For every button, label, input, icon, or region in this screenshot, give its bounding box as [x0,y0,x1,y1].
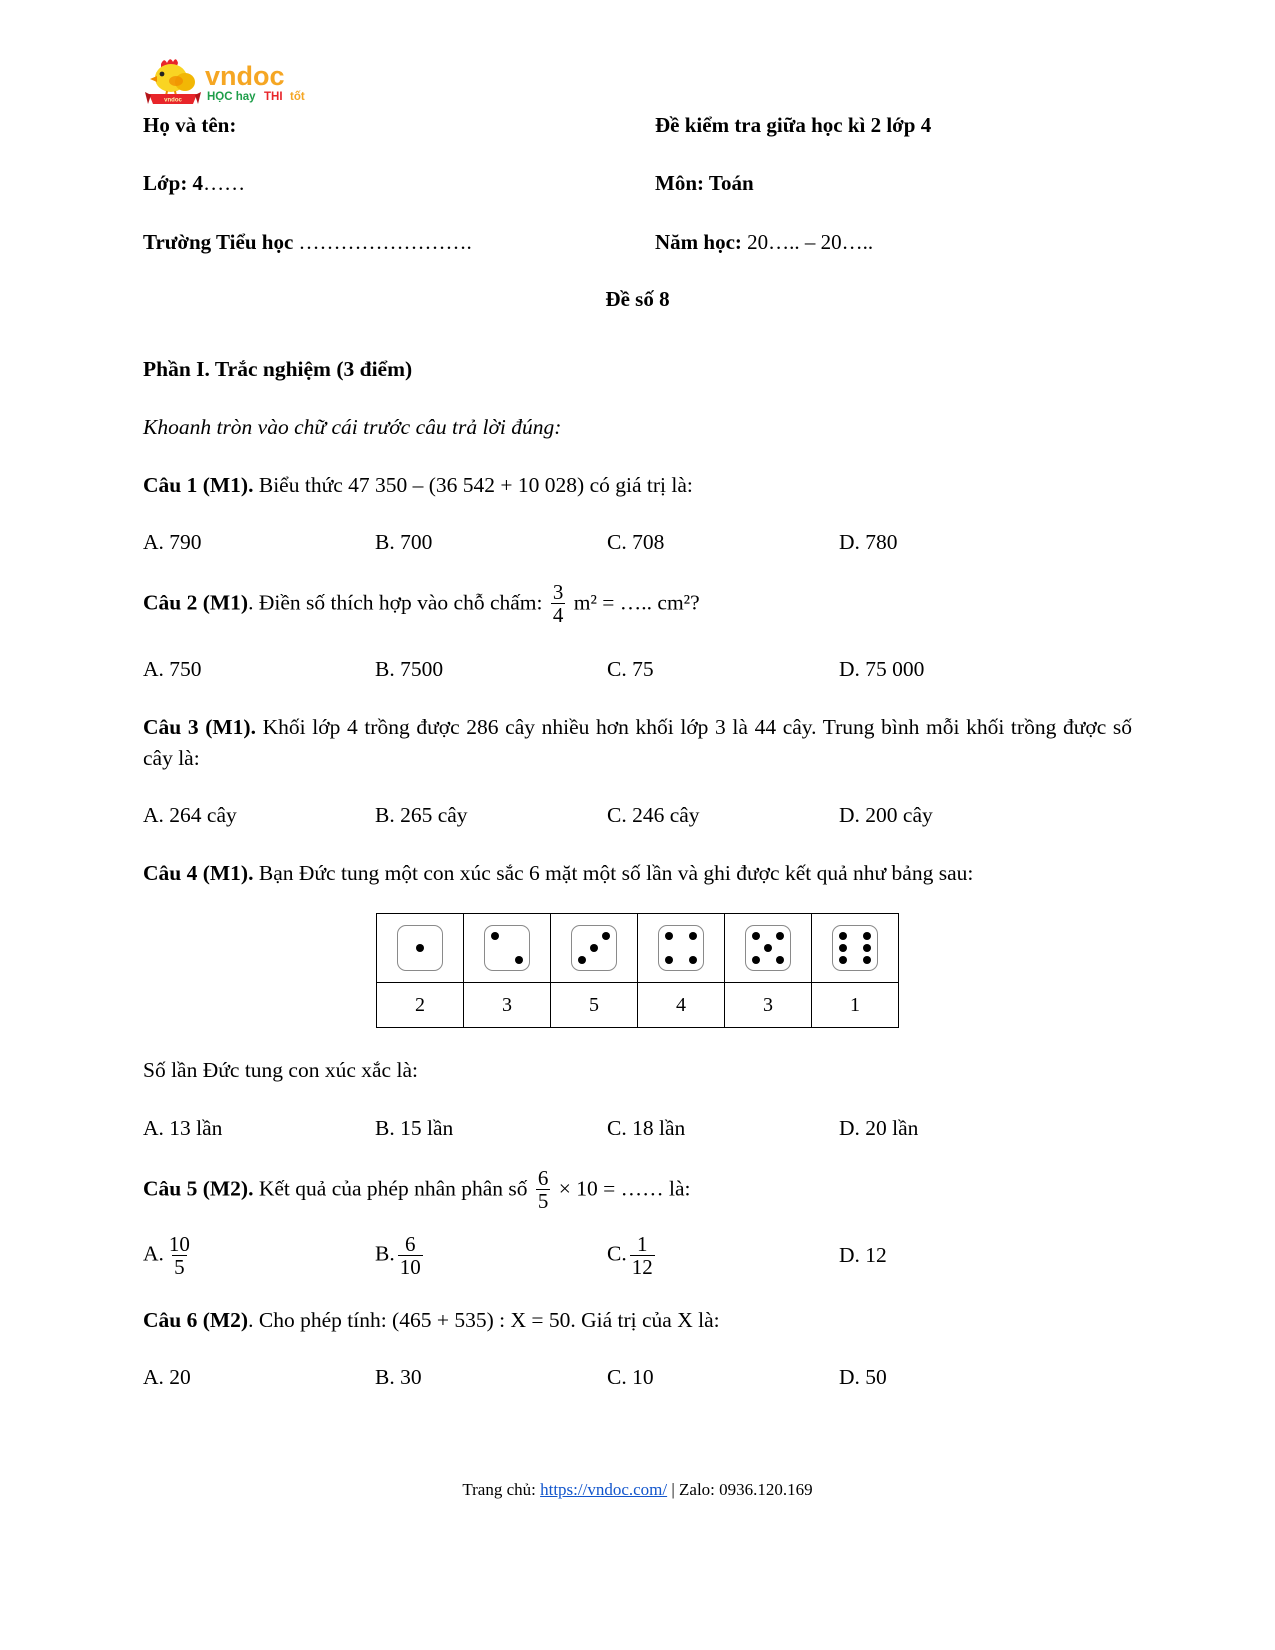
question-6-label: Câu 6 (M2) [143,1307,249,1332]
option-c[interactable] [607,1233,839,1278]
question-2 [143,582,1132,627]
die-face-3-icon [571,925,617,971]
fraction-denominator: 5 [537,1188,549,1213]
option-c-fraction [630,1233,655,1278]
question-4-followup: Số lần Đức tung con xúc xắc là: [143,1058,418,1083]
option-c[interactable]: C. 10 [607,1365,654,1390]
question-3 [143,712,1132,774]
question-3-text: Khối lớp 4 trồng được 286 cây nhiều hơn khối lớp 3 là 44 cây. Trung bình mỗi khối trồng được số cây là: [143,714,1132,770]
vndoc-logo [143,52,323,114]
option-b[interactable]: B. 7500 [375,656,444,681]
dice-results-table-wrap [143,913,1132,1028]
dice-count-5: 3 [725,983,812,1028]
header-row-school [143,229,1132,255]
logo-tagline-3: tốt [290,91,305,103]
question-5-label: Câu 5 (M2). [143,1176,254,1201]
footer-suffix: | Zalo: 0936.120.169 [667,1480,813,1499]
page-footer [0,1480,1275,1500]
svg-text:vndoc: vndoc [164,97,182,104]
die-face-2-icon [484,925,530,971]
question-2-options [143,654,1132,685]
dice-faces-row [377,914,899,983]
dice-cell-6 [812,914,899,983]
question-4 [143,858,1132,889]
logo-brand-text: vndoc [205,61,285,91]
option-b-prefix: B. [375,1241,395,1266]
question-5-text-after: × 10 = …… là: [553,1176,691,1201]
dice-counts-row [377,983,899,1028]
question-2-label: Câu 2 (M1) [143,590,249,615]
part-instruction: Khoanh tròn vào chữ cái trước câu trả lời đúng: [143,414,562,439]
question-6-text: . Cho phép tính: (465 + 535) : X = 50. Giá trị của X là: [248,1307,720,1332]
dice-count-6: 1 [812,983,899,1028]
class-label: Lớp: 4 [143,171,204,196]
school-label: Trường Tiểu học [143,229,294,254]
header-row-name [143,112,1132,138]
fraction-denominator: 5 [174,1254,185,1279]
question-1-text: Biểu thức 47 350 – (36 542 + 10 028) có giá trị là: [253,473,693,498]
exam-title-label: Đề kiểm tra giữa học kì 2 lớp 4 [655,113,932,137]
fraction-denominator: 4 [552,603,564,628]
footer-prefix: Trang chủ: [462,1480,541,1499]
logo-tagline-1: HỌC hay [207,91,256,103]
student-name-label: Họ và tên: [143,113,237,137]
option-a-prefix: A. [143,1241,164,1266]
dice-count-2: 3 [464,983,551,1028]
fraction-numerator: 6 [537,1165,549,1190]
exam-content [143,354,1132,1394]
option-c-prefix: C. [607,1241,627,1266]
question-5-text-before: Kết quả của phép nhân phân số [253,1176,533,1201]
question-5-fraction [536,1167,551,1212]
option-a[interactable]: A. 750 [143,656,202,681]
logo-banner [145,92,201,104]
option-c[interactable]: C. 18 lần [607,1115,686,1140]
option-d[interactable]: D. 200 cây [839,803,933,828]
school-field [143,229,655,255]
option-a[interactable] [143,1233,375,1278]
question-1 [143,470,1132,501]
option-c[interactable]: C. 246 cây [607,803,700,828]
fraction-denominator: 12 [631,1254,653,1279]
option-d[interactable]: D. 12 [839,1242,887,1267]
logo-tagline-2: THI [264,91,283,103]
exam-number: Đề số 8 [605,286,670,311]
option-a[interactable]: A. 790 [143,530,202,555]
part-title: Phần I. Trắc nghiệm (3 điểm) [143,356,413,381]
die-face-5-icon [745,925,791,971]
question-1-label: Câu 1 (M1). [143,473,254,498]
exam-header [143,0,1132,312]
school-year-label: Năm học: [655,229,742,254]
question-3-options [143,800,1132,831]
question-4-options [143,1113,1132,1144]
school-year-value: 20….. – 20….. [741,229,874,254]
header-row-class [143,170,1132,196]
fraction-numerator: 10 [168,1231,190,1256]
question-6 [143,1305,1132,1336]
option-b[interactable] [375,1233,607,1278]
dice-count-1: 2 [377,983,464,1028]
question-2-fraction [551,581,566,626]
fraction-numerator: 1 [636,1231,648,1256]
question-4-text: Bạn Đức tung một con xúc sắc 6 mặt một số lần và ghi được kết quả như bảng sau: [253,861,974,886]
option-b[interactable]: B. 30 [375,1365,422,1390]
dice-count-4: 4 [638,983,725,1028]
question-2-text-before: . Điền số thích hợp vào chỗ chấm: [248,590,548,615]
subject-field [655,170,1132,196]
option-c[interactable]: C. 708 [607,530,665,555]
dice-cell-5 [725,914,812,983]
question-2-text-after: m² = ….. cm²? [568,590,700,615]
dice-cell-3 [551,914,638,983]
option-a[interactable]: A. 13 lần [143,1115,223,1140]
die-face-4-icon [658,925,704,971]
question-3-label: Câu 3 (M1). [143,714,256,739]
dice-cell-2 [464,914,551,983]
vndoc-logo-svg [143,52,323,114]
die-face-1-icon [397,925,443,971]
class-value: …… [203,171,246,196]
question-1-options [143,527,1132,558]
option-d[interactable]: D. 20 lần [839,1115,919,1140]
option-d[interactable]: D. 75 000 [839,656,925,681]
exam-title [655,112,1132,138]
student-name-field [143,112,655,138]
option-c[interactable]: C. 75 [607,656,654,681]
school-year-field [655,229,1132,255]
option-b[interactable]: B. 265 cây [375,803,468,828]
option-d[interactable]: D. 50 [839,1365,887,1390]
option-d[interactable]: D. 780 [839,530,898,555]
die-face-6-icon [832,925,878,971]
school-value: ……………………. [293,229,472,254]
fraction-denominator: 10 [399,1254,421,1279]
question-5 [143,1165,1132,1213]
fraction-numerator: 6 [404,1231,416,1256]
fraction-numerator: 3 [552,580,564,605]
option-a[interactable]: A. 264 cây [143,803,237,828]
question-5-options [143,1233,1132,1278]
chicken-mascot-icon [150,59,195,96]
option-b[interactable]: B. 15 lần [375,1115,454,1140]
class-field [143,170,655,196]
footer-homepage-link[interactable]: https://vndoc.com/ [540,1480,668,1499]
option-a-fraction [167,1233,192,1278]
dice-count-3: 5 [551,983,638,1028]
subject-label: Môn: Toán [655,171,754,196]
question-4-label: Câu 4 (M1). [143,861,254,886]
option-b[interactable]: B. 700 [375,530,433,555]
dice-cell-4 [638,914,725,983]
dice-cell-1 [377,914,464,983]
dice-results-table [376,913,899,1028]
question-6-options [143,1362,1132,1393]
option-b-fraction [398,1233,423,1278]
option-a[interactable]: A. 20 [143,1365,191,1390]
